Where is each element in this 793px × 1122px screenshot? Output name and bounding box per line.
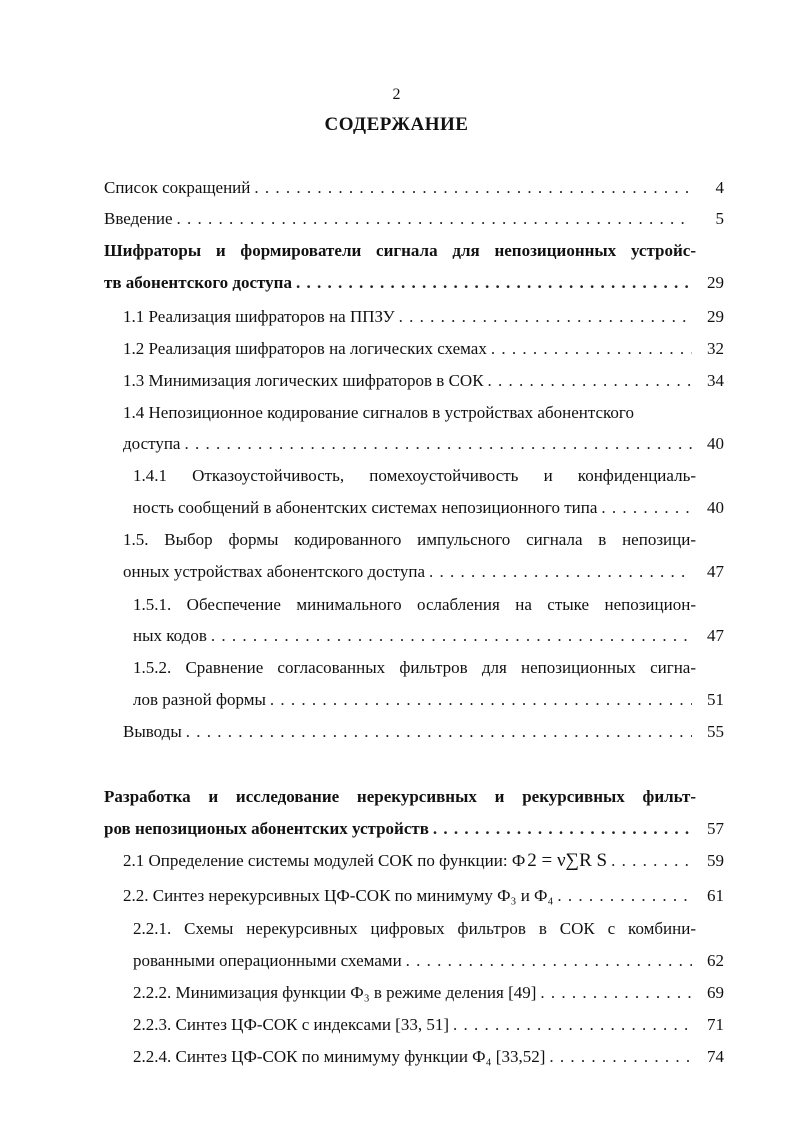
toc-entry-line2[interactable] bbox=[133, 623, 692, 649]
toc-entry-page: 62 bbox=[707, 951, 724, 970]
toc-entry[interactable] bbox=[123, 304, 692, 330]
toc-entry-page: 29 bbox=[707, 273, 724, 292]
toc-entry-title: ных кодов bbox=[133, 626, 207, 645]
leader-dots bbox=[433, 816, 692, 842]
page-number: 2 bbox=[392, 86, 401, 103]
toc-entry-title: 1.4.1 Отказоустойчивость, помехоустойчивость и конфиденциаль- bbox=[133, 466, 696, 485]
toc-entry[interactable] bbox=[123, 336, 692, 362]
toc-entry-title: Введение bbox=[104, 209, 173, 228]
toc-chapter-line2[interactable] bbox=[104, 816, 692, 842]
toc-entry-page: 61 bbox=[707, 886, 724, 905]
contents-heading: СОДЕРЖАНИЕ bbox=[324, 114, 469, 135]
toc-entry-line2[interactable] bbox=[133, 687, 692, 713]
leader-dots bbox=[184, 431, 692, 457]
toc-entry-line2[interactable] bbox=[123, 431, 692, 457]
toc-entry-title: 2.1 Определение системы модулей СОК по функции: Ф bbox=[123, 851, 526, 870]
leader-dots bbox=[296, 270, 692, 296]
toc-entry[interactable] bbox=[133, 1012, 692, 1038]
toc-entry-page: 59 bbox=[707, 851, 724, 870]
toc-entry-title: 1.2 Реализация шифраторов на логических схемах bbox=[123, 339, 487, 358]
toc-entry-page: 34 bbox=[707, 371, 724, 390]
toc-entry-title: 2.2.4. Синтез ЦФ-СОК по минимуму функции Ф₄ [33,52] bbox=[133, 1047, 546, 1066]
leader-dots bbox=[557, 883, 692, 909]
toc-entry-line1[interactable] bbox=[133, 655, 696, 681]
leader-dots bbox=[399, 304, 692, 330]
toc-entry-page: 47 bbox=[707, 562, 724, 581]
toc-entry-title: 1.1 Реализация шифраторов на ППЗУ bbox=[123, 307, 395, 326]
toc-entry-line1[interactable] bbox=[133, 463, 696, 489]
leader-dots bbox=[211, 623, 692, 649]
toc-entry-page: 69 bbox=[707, 983, 724, 1002]
toc-entry[interactable] bbox=[123, 368, 692, 394]
leader-dots bbox=[611, 848, 692, 874]
toc-entry-page: 51 bbox=[707, 690, 724, 709]
leader-dots bbox=[254, 175, 692, 201]
toc-entry-title: тв абонентского доступа bbox=[104, 273, 292, 292]
leader-dots bbox=[491, 336, 692, 362]
toc-entry-title: лов разной формы bbox=[133, 690, 266, 709]
leader-dots bbox=[429, 559, 692, 585]
leader-dots bbox=[549, 1044, 692, 1070]
leader-dots bbox=[270, 687, 692, 713]
leader-dots bbox=[488, 368, 692, 394]
toc-entry-title: Выводы bbox=[123, 722, 182, 741]
toc-entry-title: Список сокращений bbox=[104, 178, 251, 197]
toc-entry-page: 4 bbox=[715, 178, 724, 197]
toc-chapter-line1[interactable] bbox=[104, 784, 696, 810]
toc-entry[interactable] bbox=[123, 719, 692, 745]
toc-entry-page: 29 bbox=[707, 307, 724, 326]
leader-dots bbox=[406, 948, 692, 974]
formula: 2 = ν∑R S bbox=[527, 850, 608, 871]
toc-entry-page: 47 bbox=[707, 626, 724, 645]
toc-entry[interactable] bbox=[133, 980, 692, 1006]
toc-entry-title: 2.2.1. Схемы нерекурсивных цифровых фильтров в СОК с комбини- bbox=[133, 919, 696, 938]
toc-entry-title: Шифраторы и формирователи сигнала для непозиционных устройс- bbox=[104, 241, 696, 260]
toc-entry-page: 40 bbox=[707, 434, 724, 453]
toc-entry[interactable] bbox=[123, 883, 692, 909]
toc-entry-title: ров непозиционых абонентских устройств bbox=[104, 819, 429, 838]
toc-entry-title: 1.5.2. Сравнение согласованных фильтров для непозиционных сигна- bbox=[133, 658, 696, 677]
toc-entry-title: 1.4 Непозиционное кодирование сигналов в устройствах абонентского bbox=[123, 403, 634, 422]
toc-entry-line1[interactable] bbox=[123, 400, 695, 426]
toc-entry-title: 1.5.1. Обеспечение минимального ослабления на стыке непозицион- bbox=[133, 595, 696, 614]
toc-entry-page: 74 bbox=[707, 1047, 724, 1066]
toc-entry-line2[interactable] bbox=[133, 948, 692, 974]
toc-entry-page: 57 bbox=[707, 819, 724, 838]
toc-entry-title: 1.3 Минимизация логических шифраторов в СОК bbox=[123, 371, 484, 390]
toc-entry-line1[interactable] bbox=[133, 592, 696, 618]
toc-entry-title: 2.2.3. Синтез ЦФ-СОК с индексами [33, 51] bbox=[133, 1015, 450, 1034]
toc-entry[interactable] bbox=[104, 175, 692, 201]
toc-entry-title: онных устройствах абонентского доступа bbox=[123, 562, 425, 581]
toc-entry-title: 2.2. Синтез нерекурсивных ЦФ-СОК по минимуму Ф₃ и Ф₄ bbox=[123, 886, 554, 905]
leader-dots bbox=[186, 719, 692, 745]
toc-entry-line2[interactable] bbox=[133, 495, 692, 521]
toc-chapter-line1[interactable] bbox=[104, 238, 696, 264]
leader-dots bbox=[453, 1012, 692, 1038]
toc-entry[interactable] bbox=[133, 1044, 692, 1070]
leader-dots bbox=[540, 980, 692, 1006]
toc-entry[interactable] bbox=[123, 848, 692, 874]
toc-entry-line1[interactable] bbox=[133, 916, 696, 942]
toc-entry-page: 5 bbox=[715, 209, 724, 228]
toc-entry-page: 32 bbox=[707, 339, 724, 358]
toc-entry-line1[interactable] bbox=[123, 527, 696, 553]
toc-entry-title: Разработка и исследование нерекурсивных и рекурсивных фильт- bbox=[104, 787, 696, 806]
leader-dots bbox=[601, 495, 692, 521]
toc-entry-title: доступа bbox=[123, 434, 181, 453]
toc-entry[interactable] bbox=[104, 206, 692, 232]
toc-entry-title: рованными операционными схемами bbox=[133, 951, 402, 970]
toc-chapter-line2[interactable] bbox=[104, 270, 692, 296]
toc-entry-line2[interactable] bbox=[123, 559, 692, 585]
toc-entry-title: 1.5. Выбор формы кодированного импульсного сигнала в непозици- bbox=[123, 530, 696, 549]
toc-entry-page: 40 bbox=[707, 498, 724, 517]
toc-entry-page: 55 bbox=[707, 722, 724, 741]
toc-entry-title: ность сообщений в абонентских системах непозиционного типа bbox=[133, 498, 598, 517]
leader-dots bbox=[177, 206, 692, 232]
toc-entry-page: 71 bbox=[707, 1015, 724, 1034]
toc-entry-title: 2.2.2. Минимизация функции Ф₃ в режиме деления [49] bbox=[133, 983, 537, 1002]
